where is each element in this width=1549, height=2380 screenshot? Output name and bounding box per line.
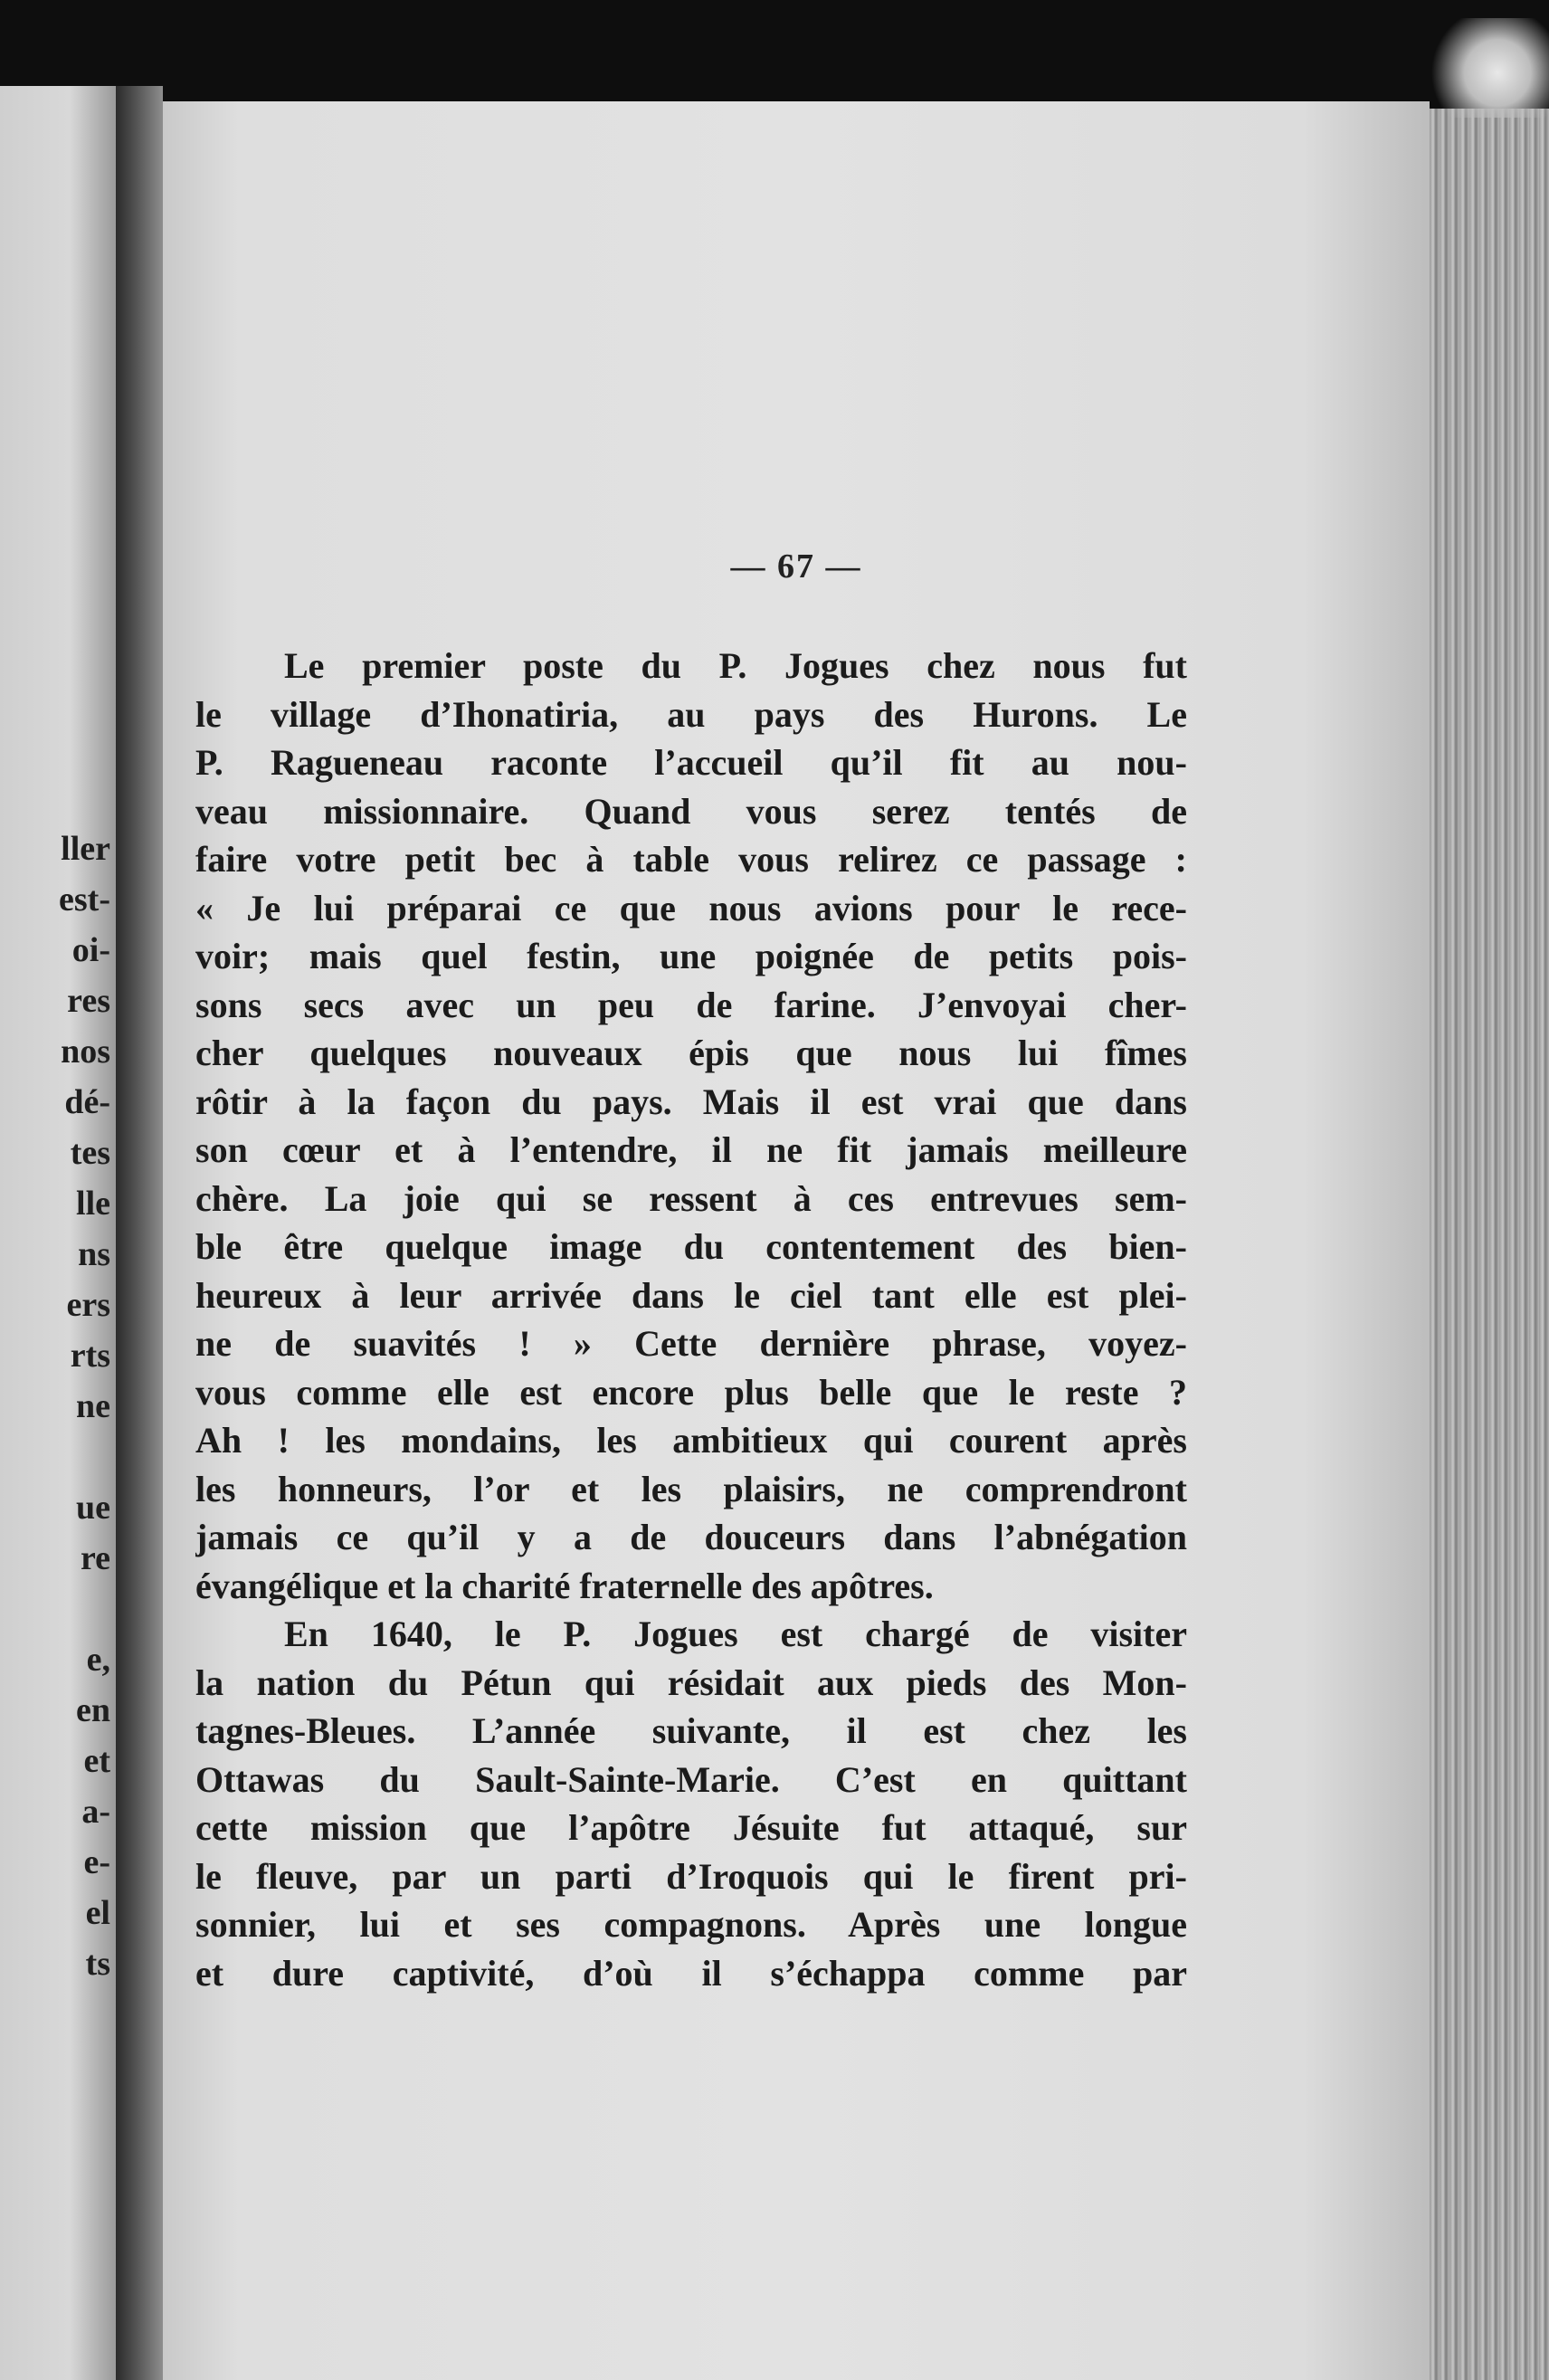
previous-page-fragment: ller (61, 830, 110, 868)
text-line: Ottawas du Sault-Sainte-Marie. C’est en quittant (195, 1758, 1187, 1800)
previous-page-fragment (0, 1432, 116, 1482)
text-line: sonnier, lui et ses compagnons. Après une longue (195, 1904, 1187, 1945)
text-line: vous comme elle est encore plus belle que le reste ? (195, 1371, 1187, 1413)
text-line: « Je lui préparai ce que nous avions pour le rece- (195, 887, 1187, 928)
previous-page-fragment: et (83, 1742, 110, 1780)
text-line: jamais ce qu’il y a de douceurs dans l’abnégation (195, 1517, 1187, 1557)
previous-page-fragment: en (76, 1691, 110, 1729)
text-line: Ah ! les mondains, les ambitieux qui courent après (195, 1420, 1187, 1461)
previous-page-fragment: nos (61, 1033, 110, 1071)
text-line: le village d’Ihonatiria, au pays des Hurons. Le (195, 693, 1187, 735)
text-line: ne de suavités ! » Cette dernière phrase, voyez- (195, 1323, 1187, 1364)
previous-page-fragment: ers (66, 1286, 110, 1324)
text-line: heureux à leur arrivée dans le ciel tant elle est plei- (195, 1274, 1187, 1316)
text-line: faire votre petit bec à table vous relirez ce passage : (195, 839, 1187, 880)
text-line: et dure captivité, d’où il s’échappa comme par (195, 1952, 1187, 1994)
book-page (163, 101, 1430, 2380)
text-line: voir; mais quel festin, une poignée de petits pois- (195, 936, 1187, 976)
previous-page-edge (0, 86, 116, 2380)
previous-page-fragment (0, 1584, 116, 1634)
previous-page-fragment: el (85, 1894, 110, 1932)
text-line: rôtir à la façon du pays. Mais il est vrai que dans (195, 1081, 1187, 1122)
previous-page-fragment: a- (81, 1793, 110, 1831)
binding-gutter (116, 86, 163, 2380)
text-line: Le premier poste du P. Jogues chez nous fut (284, 645, 1187, 686)
previous-page-fragment: rts (70, 1337, 110, 1375)
text-line: En 1640, le P. Jogues est chargé de visiter (284, 1614, 1187, 1654)
previous-page-fragment: e- (83, 1843, 110, 1881)
page-body-text (195, 642, 1187, 1997)
previous-page-fragment: ns (78, 1235, 110, 1273)
text-line: son cœur et à l’entendre, il ne fit jamais meilleure (195, 1129, 1187, 1170)
previous-page-fragment: e, (86, 1641, 110, 1679)
previous-page-fragment: est- (59, 881, 110, 919)
text-line: chère. La joie qui se ressent à ces entrevues sem- (195, 1177, 1187, 1219)
page-edges-right (1430, 109, 1549, 2380)
text-line: les honneurs, l’or et les plaisirs, ne comprendront (195, 1468, 1187, 1509)
text-line: sons secs avec un peu de farine. J’envoyai cher- (195, 984, 1187, 1025)
text-line: cette mission que l’apôtre Jésuite fut attaqué, sur (195, 1807, 1187, 1848)
text-line: P. Ragueneau raconte l’accueil qu’il fit au nou- (195, 742, 1187, 783)
text-line: ble être quelque image du contentement des bien- (195, 1226, 1187, 1267)
text-line: évangélique et la charité fraternelle des apôtres. (195, 1565, 934, 1606)
previous-page-fragment: oi- (71, 931, 110, 969)
previous-page-fragment: res (67, 982, 110, 1020)
previous-page-fragment: re (80, 1539, 110, 1577)
text-line: le fleuve, par un parti d’Iroquois qui le firent pri- (195, 1855, 1187, 1897)
scan-smudge (1421, 18, 1549, 118)
previous-page-text-fragments (0, 823, 116, 1989)
previous-page-fragment: dé- (64, 1083, 110, 1121)
previous-page-fragment: ne (76, 1387, 110, 1425)
text-line: la nation du Pétun qui résidait aux pieds des Mon- (195, 1661, 1187, 1703)
text-line: cher quelques nouveaux épis que nous lui fîmes (195, 1033, 1187, 1073)
text-line: tagnes-Bleues. L’année suivante, il est chez les (195, 1710, 1187, 1751)
previous-page-fragment: lle (76, 1185, 110, 1223)
previous-page-fragment: ts (85, 1945, 110, 1983)
previous-page-fragment: ue (76, 1489, 110, 1527)
text-line: veau missionnaire. Quand vous serez tentés de (195, 790, 1187, 832)
previous-page-fragment: tes (70, 1134, 110, 1172)
page-number: — 67 — (730, 547, 862, 585)
